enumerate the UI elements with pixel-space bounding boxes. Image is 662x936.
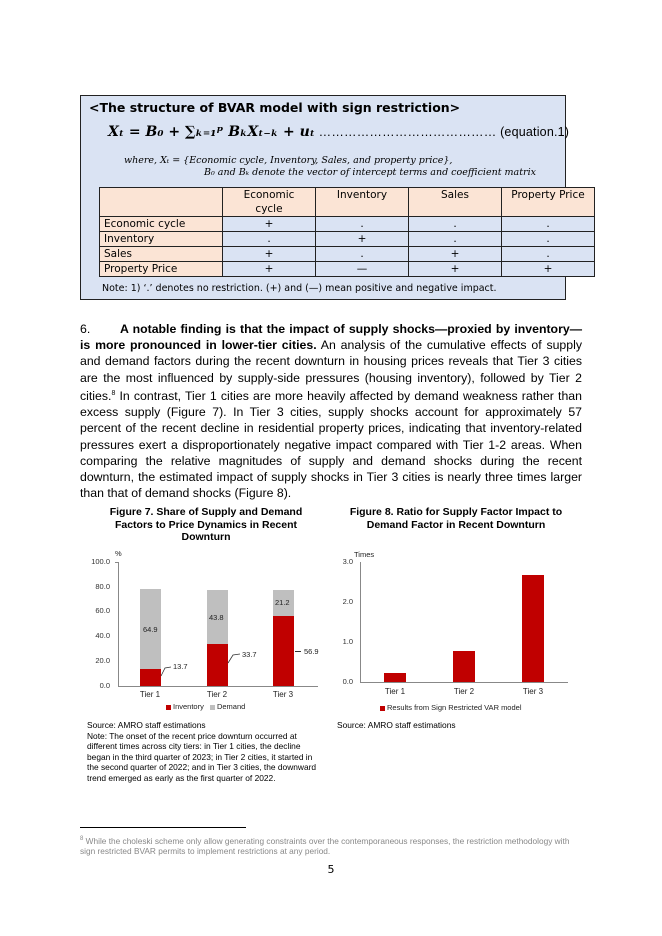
row-label: Property Price: [100, 262, 223, 277]
table-header-inventory: Inventory: [316, 188, 409, 217]
y-axis-tick-mark: [115, 562, 118, 563]
x-category: Tier 3: [272, 690, 294, 699]
table-cell: +: [409, 262, 502, 277]
row-label: Sales: [100, 247, 223, 262]
leader-line: [227, 652, 241, 664]
table-cell: +: [409, 247, 502, 262]
x-axis: [360, 682, 568, 683]
table-cell: +: [223, 217, 316, 232]
y-tick: 20.0: [95, 656, 110, 665]
table-cell: .: [502, 217, 595, 232]
row-label: Economic cycle: [100, 217, 223, 232]
table-cell: .: [223, 232, 316, 247]
legend-swatch-demand: [210, 705, 215, 710]
bar-tier3-ratio: [522, 575, 544, 682]
equation-where-line-2: B₀ and Bₖ denote the vector of intercept terms and coefficient matrix: [204, 167, 536, 178]
equation-leader-dots: ……………………………………: [318, 125, 497, 139]
table-row: [100, 262, 595, 277]
y-tick: 3.0: [342, 557, 353, 566]
figure7-legend: [166, 702, 245, 711]
paragraph-text-1: An analysis of the cumulative effects of supply and demand factors during the recent downturn in housing prices reveals that Tier 3 cities are the most influenced by supply-side pressures (housing inventory), followed by Tier 2 cities.: [80, 338, 582, 403]
page-number: 5: [327, 863, 335, 876]
table-cell: +: [223, 262, 316, 277]
label-tier2-demand: 43.8: [209, 613, 224, 622]
table-cell: .: [409, 217, 502, 232]
row-label: Inventory: [100, 232, 223, 247]
legend-demand: Demand: [216, 702, 246, 711]
y-tick: 100.0: [91, 557, 110, 566]
table-header-corner: [100, 188, 223, 217]
equation-where-line-1: where, Xₜ = {Economic cycle, Inventory, Sales, and property price},: [124, 155, 453, 166]
figure7-unit: %: [115, 549, 122, 558]
bar-tier1-inventory: [140, 669, 161, 686]
figure7-chart: [80, 545, 330, 715]
label-tier2-inventory: 33.7: [242, 650, 257, 659]
legend-var-model: Results from Sign Restricted VAR model: [387, 703, 522, 712]
bar-tier1-ratio: [384, 673, 406, 682]
leader-line: [295, 651, 301, 652]
paragraph-number: 6.: [80, 322, 91, 336]
table-header-sales: Sales: [409, 188, 502, 217]
table-cell: .: [316, 217, 409, 232]
legend-swatch-inventory: [166, 705, 171, 710]
figure7-source: Source: AMRO staff estimations: [87, 720, 206, 730]
table-cell: +: [502, 262, 595, 277]
paragraph-lead: A notable finding is that the impact of supply shocks—proxied by inventory—is more pronounced in lower-tier cities.: [80, 322, 582, 353]
y-tick: 0.0: [99, 681, 110, 690]
y-tick: 40.0: [95, 631, 110, 640]
equation-formula: Xₜ = B₀ + ∑ₖ₌₁ᵖ BₖXₜ₋ₖ + uₜ: [108, 124, 315, 140]
x-category: Tier 2: [206, 690, 228, 699]
table-cell: +: [316, 232, 409, 247]
footnote-reference[interactable]: 8: [111, 389, 116, 397]
bvar-box-title: <The structure of BVAR model with sign restriction>: [89, 100, 461, 115]
bar-tier2-inventory: [207, 644, 228, 686]
figure8-source: Source: AMRO staff estimations: [337, 720, 456, 730]
figure8-unit: Times: [354, 550, 375, 559]
figure8-chart: [330, 545, 580, 715]
y-axis: [360, 562, 361, 682]
footnote-8: [80, 834, 580, 857]
legend-swatch-var: [380, 706, 385, 711]
equation-1: [108, 124, 569, 140]
table-cell: +: [223, 247, 316, 262]
sign-restriction-table: [99, 187, 595, 277]
paragraph-text-2: In contrast, Tier 1 cities are more heavily affected by demand weakness rather than excess supply (Figure 7). In Tier 3 cities, supply shocks account for approximately 57 percent of the recent decline in residential property prices, indicating that inventory-related pressures exert a disproportionately negative impact compared with Tier 1-2 areas. When comparing the relative magnitudes of supply and demand shocks during the recent downturn, the estimated impact of supply shocks in Tier 3 cities is nearly three times larger than that of demand shocks (Figure 8).: [80, 388, 582, 501]
table-note: Note: 1) ‘.’ denotes no restriction. (+) and (—) mean positive and negative impact.: [102, 283, 497, 294]
table-header-row: [100, 188, 595, 217]
header-label: Economic cycle: [243, 189, 295, 215]
y-tick: 0.0: [342, 677, 353, 686]
label-tier3-inventory: 56.9: [304, 647, 319, 656]
label-tier1-demand: 64.9: [143, 625, 158, 634]
y-axis: [118, 562, 119, 686]
leader-line: [160, 665, 172, 677]
table-cell: .: [316, 247, 409, 262]
figure8-title: Figure 8. Ratio for Supply Factor Impact to Demand Factor in Recent Downturn: [349, 506, 563, 531]
y-tick: 1.0: [342, 637, 353, 646]
bar-tier3-inventory: [273, 616, 294, 686]
table-cell: .: [502, 232, 595, 247]
label-tier3-demand: 21.2: [275, 598, 290, 607]
label-tier1-inventory: 13.7: [173, 662, 188, 671]
legend-inventory: Inventory: [173, 702, 204, 711]
table-cell: .: [409, 232, 502, 247]
paragraph-6: [80, 321, 582, 501]
table-header-economic-cycle: [223, 188, 316, 217]
x-category: Tier 1: [384, 687, 406, 696]
footnote-text: While the choleski scheme only allow generating constraints over the contemporaneous responses, the restriction methodology with sign restricted BVAR permits to implement restrictions at any period.: [80, 835, 570, 857]
table-row: [100, 232, 595, 247]
figure7-title: Figure 7. Share of Supply and Demand Factors to Price Dynamics in Recent Downturn: [109, 506, 303, 543]
table-row: [100, 247, 595, 262]
table-header-property-price: Property Price: [502, 188, 595, 217]
y-tick: 60.0: [95, 606, 110, 615]
table-cell: —: [316, 262, 409, 277]
y-tick: 2.0: [342, 597, 353, 606]
x-category: Tier 2: [453, 687, 475, 696]
table-row: [100, 217, 595, 232]
bar-tier2-ratio: [453, 651, 475, 682]
footnote-separator: [80, 827, 246, 828]
footnote-marker: 8: [80, 836, 84, 842]
x-category: Tier 1: [139, 690, 161, 699]
x-axis: [118, 686, 318, 687]
x-category: Tier 3: [522, 687, 544, 696]
figure7-note: Note: The onset of the recent price downturn occurred at different times across city tiers: in Tier 1 cities, the decline began in the third quarter of 2023; in Tier 2 cities, it started in the second quarter of 2022; and in Tier 3 cities, the downward trend emerged as early as the first quarter of 2022.: [87, 731, 317, 783]
table-cell: .: [502, 247, 595, 262]
equation-label: (equation.1): [500, 125, 570, 139]
figure8-legend: [380, 703, 522, 712]
y-tick: 80.0: [95, 582, 110, 591]
